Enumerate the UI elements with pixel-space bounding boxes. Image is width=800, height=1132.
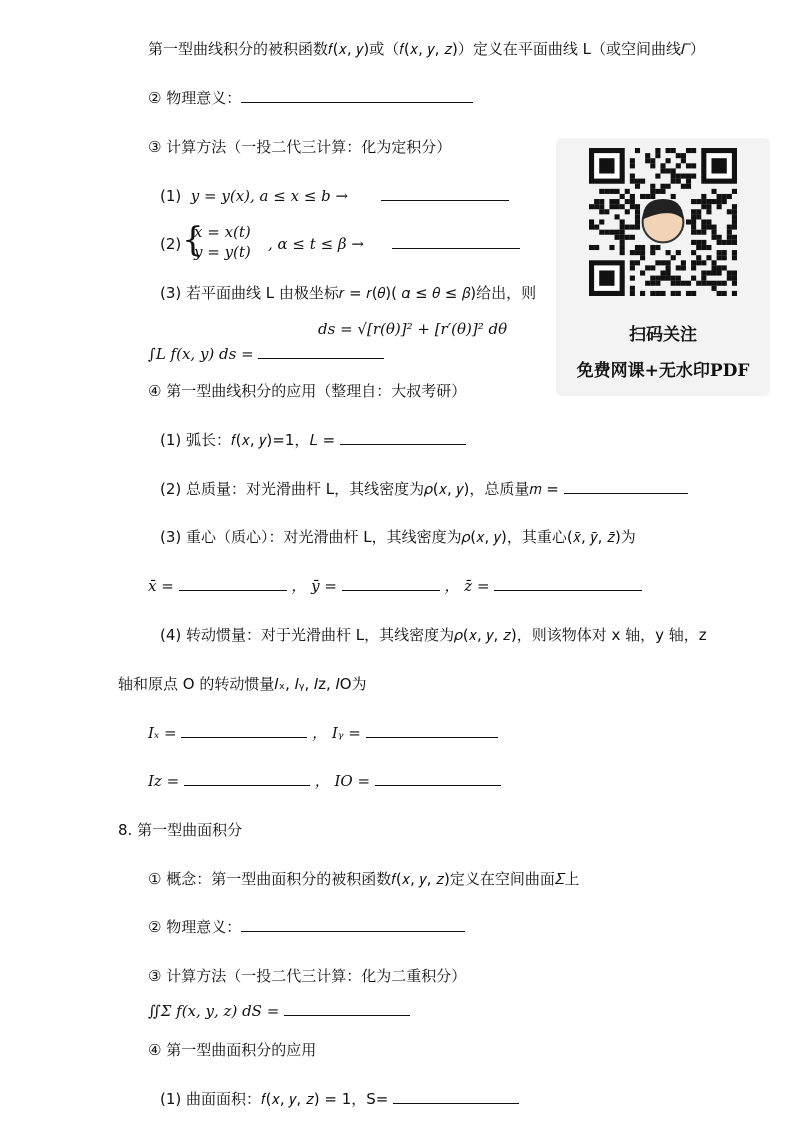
- blank: [241, 916, 465, 932]
- surface-area: (1) 曲面面积：𝑓(𝑥, 𝑦, 𝑧) = 1，S=: [160, 1088, 519, 1110]
- section-8-heading: 8. 第一型曲面积分: [118, 821, 243, 839]
- surface-calc-method: ③ 计算方法（一投二代三计算：化为二重积分）: [148, 967, 467, 985]
- physical-meaning-label: ② 物理意义：: [148, 87, 473, 109]
- surface-physical-meaning: ② 物理意义：: [148, 916, 465, 938]
- blank: [392, 233, 520, 249]
- app-total-mass: (2) 总质量：对光滑曲杆 L，其线密度为𝜌(𝑥, 𝑦)，总质量𝑚 =: [160, 478, 688, 500]
- blank: [494, 575, 642, 591]
- blank: [393, 1088, 519, 1104]
- case-3: (3) 若平面曲线 L 由极坐标𝑟 = 𝑟(𝜃)( 𝛼 ≤ 𝜃 ≤ 𝛽)给出，则: [160, 284, 537, 302]
- blank: [181, 722, 307, 738]
- moment-of-inertia-cont: 轴和原点 O 的转动惯量𝐼ₓ, 𝐼ᵧ, 𝐼z, 𝐼O为: [118, 675, 367, 693]
- surface-integral-formula: ∬Σ 𝑓(𝑥, 𝑦, 𝑧) 𝑑𝑆 =: [148, 1000, 410, 1022]
- centroid-blanks: 𝑥̄ = ， 𝑦̄ = ， 𝑧̄ =: [148, 575, 642, 597]
- inertia-blanks-1: 𝐼ₓ = ， 𝐼ᵧ =: [148, 722, 498, 744]
- blank: [179, 575, 287, 591]
- ds-formula: 𝑑𝑠 = √[𝑟(𝜃)]² + [𝑟′(𝜃)]² 𝑑𝜃: [318, 320, 508, 338]
- case-2-label: (2): [160, 235, 182, 253]
- app-arc-length: (1) 弧长：𝑓(𝑥, 𝑦)=1，𝐿 =: [160, 429, 466, 451]
- app-moment-of-inertia: (4) 转动惯量：对于光滑曲杆 L，其线密度为𝜌(𝑥, 𝑦, 𝑧)，则该物体对 x 轴，y 轴，z: [160, 626, 707, 644]
- blank: [342, 575, 440, 591]
- calc-method-heading: ③ 计算方法（一投二代三计算：化为定积分）: [148, 138, 452, 156]
- blank: [340, 429, 466, 445]
- blank: [258, 343, 384, 359]
- blank: [366, 722, 498, 738]
- blank: [184, 770, 310, 786]
- blank: [284, 1000, 410, 1016]
- case-2-param-y: 𝑦 = 𝑦(𝑡): [194, 243, 251, 261]
- qr-caption-1: 扫码关注: [629, 325, 697, 345]
- case-2-param-x: 𝑥 = 𝑥(𝑡): [194, 223, 251, 241]
- inertia-blanks-2: 𝐼z = ， 𝐼O =: [148, 770, 501, 792]
- qr-promo: [556, 138, 770, 396]
- qr-code-icon: [589, 148, 737, 296]
- qr-caption-2: 免费网课+无水印PDF: [576, 361, 750, 381]
- intro-line: 第一型曲线积分的被积函数𝑓(𝑥, 𝑦)或（𝑓(𝑥, 𝑦, 𝑧)）定义在平面曲线 L（或空间曲线𝛤）: [148, 40, 705, 58]
- blank: [375, 770, 501, 786]
- app-centroid: (3) 重心（质心）：对光滑曲杆 L，其线密度为𝜌(𝑥, 𝑦)，其重心(𝑥̄, 𝑦̄, 𝑧̄)为: [160, 528, 636, 546]
- surface-applications-heading: ④ 第一型曲面积分的应用: [148, 1041, 317, 1059]
- line-integral-formula: ∫L 𝑓(𝑥, 𝑦) ds =: [148, 343, 384, 365]
- brace: {: [182, 220, 204, 260]
- applications-heading: ④ 第一型曲线积分的应用（整理自：大叔考研）: [148, 382, 467, 400]
- blank: [564, 478, 688, 494]
- blank: [241, 87, 473, 103]
- surface-concept: ① 概念：第一型曲面积分的被积函数𝑓(𝑥, 𝑦, 𝑧)定义在空间曲面𝛴上: [148, 870, 580, 888]
- case-1: (1) 𝑦 = 𝑦(𝑥), 𝑎 ≤ 𝑥 ≤ 𝑏 →: [160, 185, 509, 207]
- blank: [381, 185, 509, 201]
- case-2-range: , 𝛼 ≤ 𝑡 ≤ 𝛽 →: [268, 233, 520, 255]
